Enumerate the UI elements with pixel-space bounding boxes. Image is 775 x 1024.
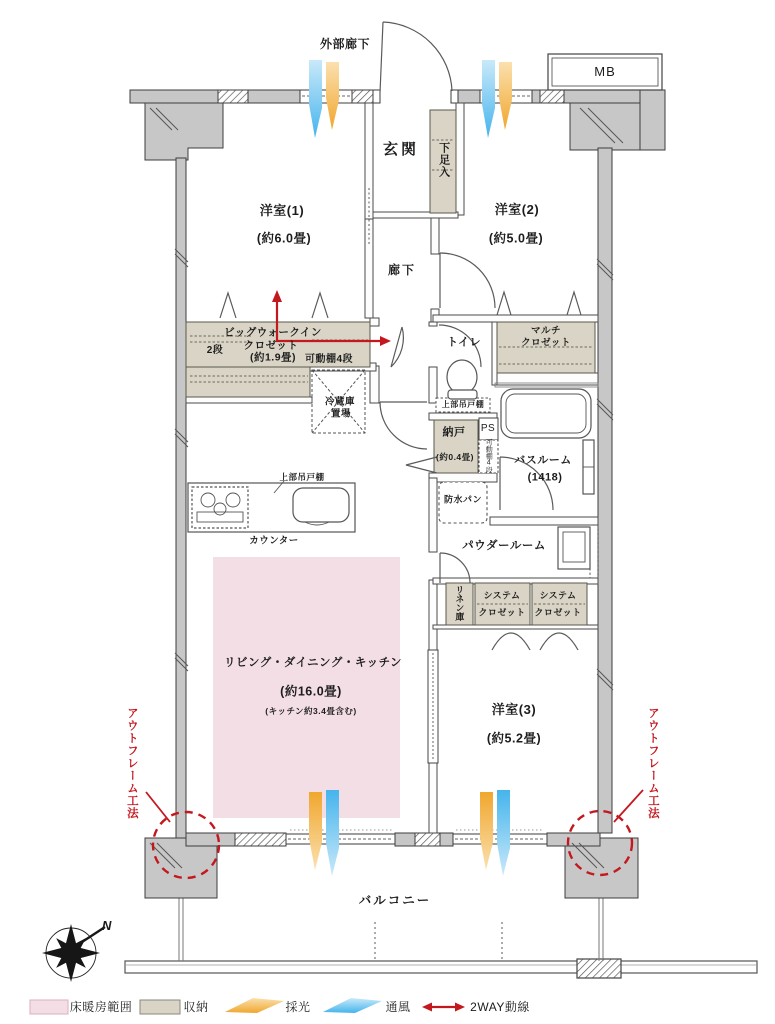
legend-ventilation-swatch [323,998,382,1013]
wic-label-3: (約1.9畳) [249,351,297,364]
wic-label-1: ビッグウォークイン [224,326,322,339]
kitchen-sink [293,488,349,522]
exterior-corridor-label: 外部廊下 [319,36,371,51]
toilet-tank [448,390,477,399]
sliding-door-room3 [428,650,438,763]
toilet-label: トイレ [447,336,481,349]
room1-size: (約6.0畳) [256,231,312,246]
balcony-label: バルコニー [358,893,432,908]
room1-name: 洋室(1) [259,203,305,219]
room1-closet-door-mark [220,293,236,318]
multi-closet-door-mark [497,292,511,315]
compass-icon [41,923,105,982]
bathroom-name: バスルーム [514,454,572,467]
ldk-door-arc [380,402,427,449]
system-closet-b-door [540,633,578,650]
ldk-size: (約16.0畳) [280,684,342,699]
ps-shelf-label: 可動棚4段 [485,438,493,474]
legend-daylight-label: 採光 [285,999,311,1014]
system-closet-b-label-1: システム [539,590,577,601]
entrance-door-arc [383,22,452,91]
ldk-name: リビング・ダイニング・キッチン [223,657,403,670]
legend-floor-heating-label: 床暖房範囲 [69,999,133,1014]
wic-label-2: クロゼット [243,339,299,352]
meter-box-label: MB [594,64,616,80]
legend-two-way-arrow [422,1003,465,1012]
outframe-label-right: アウトフレーム工法 [646,706,659,820]
legend-storage-swatch [140,1000,180,1014]
balcony-structure [125,898,757,978]
system-closet-a-door [492,633,530,650]
room2-door-arc [440,253,495,308]
bathroom-size: (1418) [527,471,563,484]
bathtub [501,389,591,438]
fridge-label-1: 冷蔵庫 [324,396,356,408]
room1-closet-door-mark [312,293,328,318]
room3-size: (約5.2畳) [486,731,542,746]
multi-closet-label-1: マルチ [530,325,562,337]
system-closet-a-label-2: クロゼット [478,607,526,618]
storage-room-door [406,457,437,473]
storage-room-name: 納戸 [442,426,466,439]
system-closet-b-label-2: クロゼット [534,607,582,618]
toilet-upper-cabinet-label: 上部吊戸棚 [441,400,485,410]
hallway-label: 廊下 [387,262,417,277]
outframe-label-left: アウトフレーム工法 [125,706,138,820]
ps-label: PS [480,423,496,434]
powder-room-label: パウダールーム [462,540,546,553]
room2-size: (約5.0畳) [488,231,544,246]
storage-room-size: (約0.4畳) [436,451,474,462]
counter-label: カウンター [249,535,299,547]
linen-label: リネン庫 [454,585,465,621]
toilet-bowl [447,360,477,394]
entrance-door-leaf [380,22,383,93]
wic-steps-label: 2段 [206,345,224,356]
legend-floor-heating-swatch [30,1000,68,1014]
ldk-note: (キッチン約3.4畳含む) [265,705,357,716]
legend-daylight-swatch [225,998,284,1013]
multi-closet-label-2: クロゼット [521,337,571,349]
shoe-cabinet-label: 下足入 [437,142,450,178]
legend-two-way-label: 2WAY動線 [470,999,530,1014]
legend-ventilation-label: 通風 [385,999,411,1014]
compass-north-label: N [102,918,112,934]
system-closet-a-label-1: システム [483,590,521,601]
room2-name: 洋室(2) [494,202,540,218]
kitchen-upper-cabinet-label: 上部吊戸棚 [279,471,325,482]
waterproof-pan-label: 防水パン [443,494,483,505]
legend-storage-label: 収納 [183,999,209,1014]
room3-name: 洋室(3) [491,702,537,718]
fridge-label-2: 置場 [330,408,352,420]
multi-closet-door-mark [567,292,581,315]
balcony-drain-hatch [577,959,621,978]
entrance-label: 玄関 [382,141,420,158]
wic-shelf-label: 可動棚4段 [304,354,354,365]
